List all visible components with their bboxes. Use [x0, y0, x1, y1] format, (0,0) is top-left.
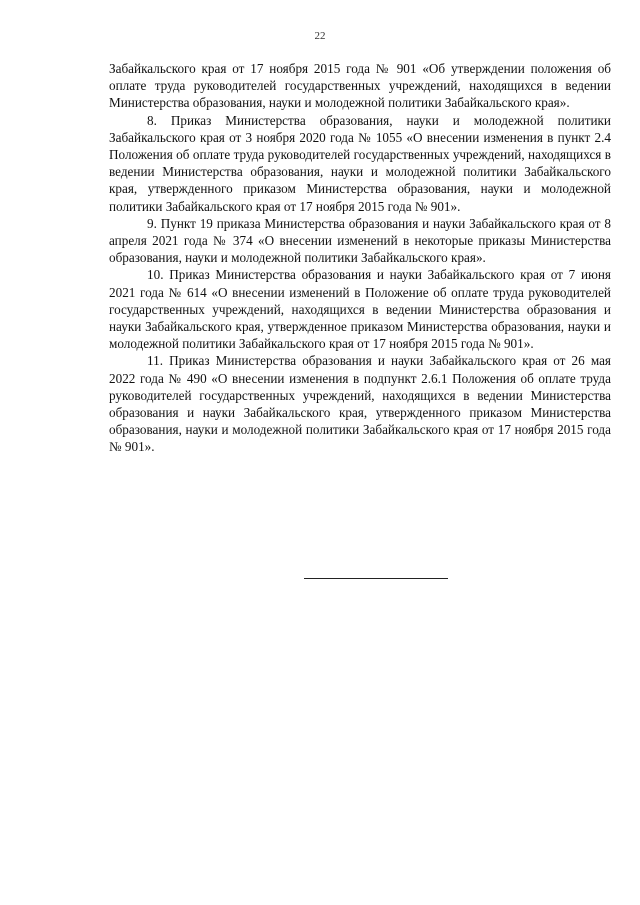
paragraph-item-9: 9. Пункт 19 приказа Министерства образования и науки Забайкальского края от 8 апреля 2021 года № 374 «О внесении изменений в некоторые приказы Министерства образования, науки и молодежной политики Забайкальского края». [109, 215, 611, 266]
paragraph-item-10: 10. Приказ Министерства образования и науки Забайкальского края от 7 июня 2021 года № 614 «О внесении изменений в Положение об оплате труда руководителей государственных учреждений, находящихся в ведении Министерства образования и науки Забайкальского края, утвержденное приказом Министерства образования, науки и молодежной политики Забайкальского края от 17 ноября 2015 года № 901». [109, 267, 611, 352]
document-body [109, 60, 611, 456]
paragraph-item-8: 8. Приказ Министерства образования, науки и молодежной политики Забайкальского края от 3 ноября 2020 года № 1055 «О внесении изменения в пункт 2.4 Положения об оплате труда руководителей государственных учреждений, находящихся в ведении Министерства образования, науки и молодежной политики Забайкальского края, утвержденного приказом Министерства образования, науки и молодежной политики Забайкальского края от 17 ноября 2015 года № 901». [109, 112, 611, 214]
paragraph-item-11: 11. Приказ Министерства образования и науки Забайкальского края от 26 мая 2022 года № 490 «О внесении изменения в подпункт 2.6.1 Положения об оплате труда руководителей государственных учреждений, находящихся в ведении Министерства образования и науки Забайкальского края, утвержденного приказом Министерства образования, науки и молодежной политики Забайкальского края от 17 ноября 2015 года № 901». [109, 353, 611, 455]
end-separator-line [304, 578, 448, 579]
paragraph-continuation: Забайкальского края от 17 ноября 2015 года № 901 «Об утверждении положения об оплате труда руководителей государственных учреждений, находящихся в ведении Министерства образования, науки и молодежной политики Забайкальского края». [109, 61, 611, 111]
page-number: 22 [314, 30, 326, 42]
